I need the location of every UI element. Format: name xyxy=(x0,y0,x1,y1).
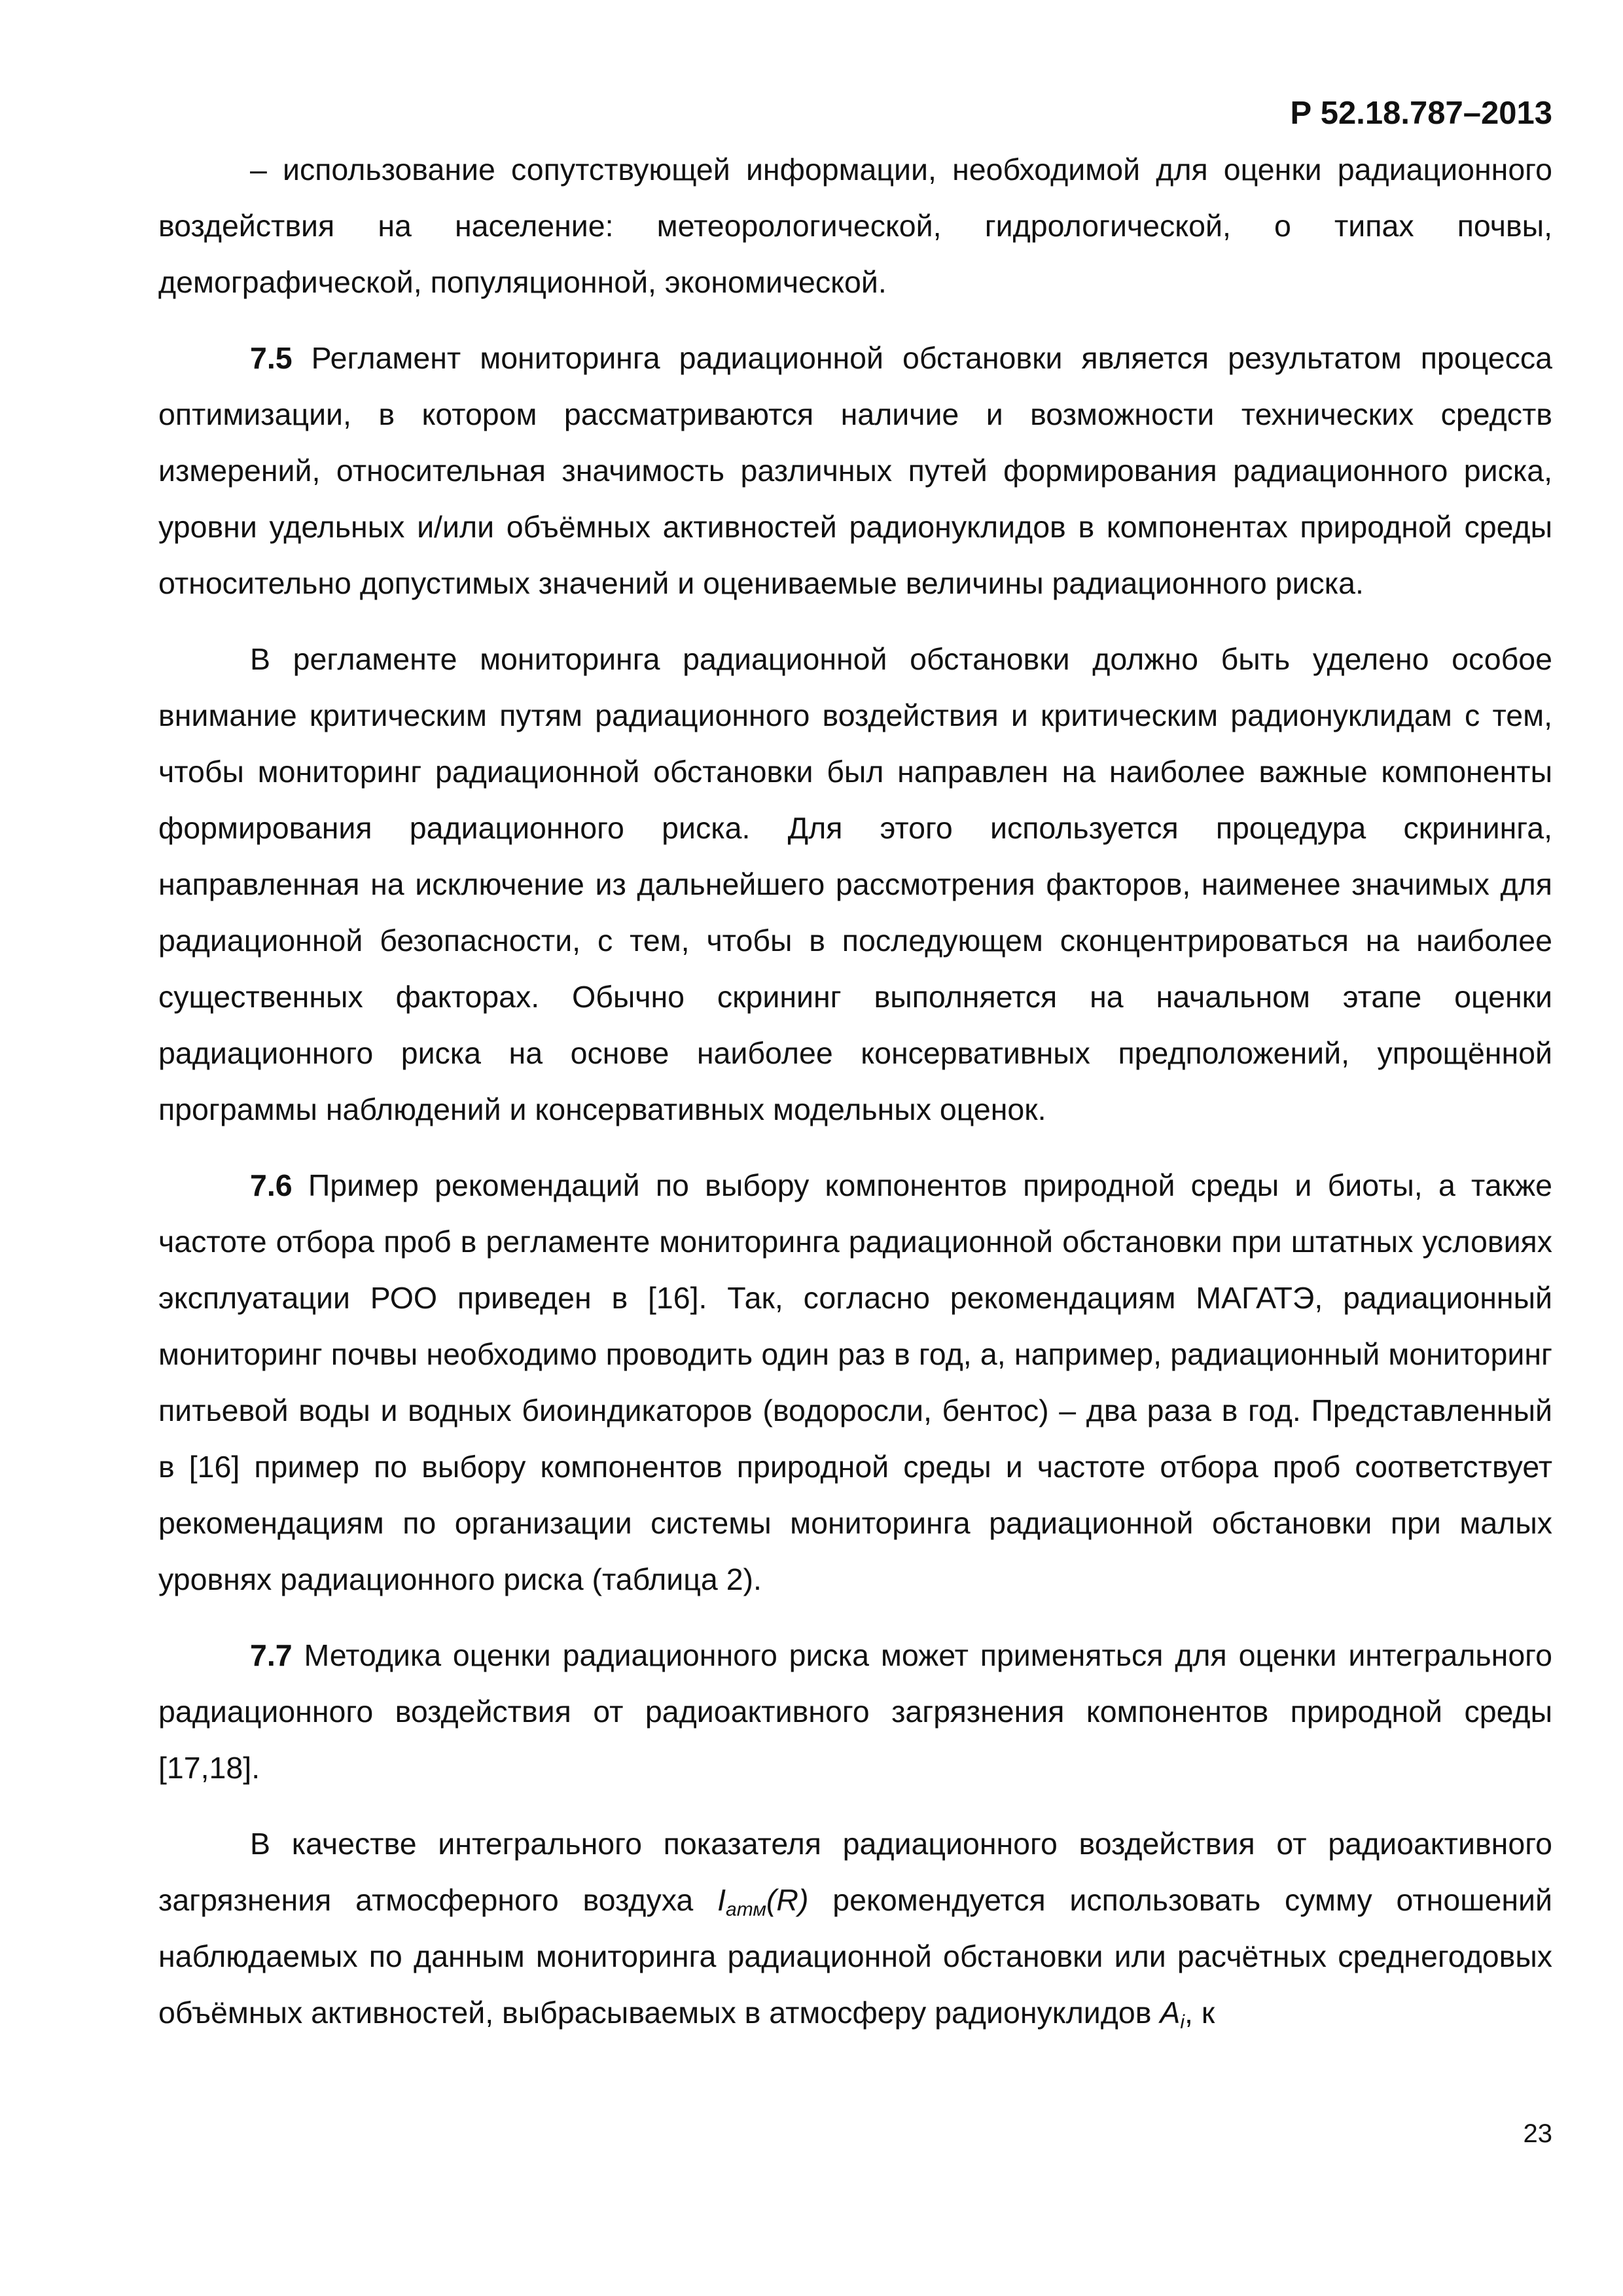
paragraph-text: Пример рекомендаций по выбору компонентов природной среды и биоты, а также частоте отбора проб в регламенте мониторинга радиационной обстановки при штатных условиях эксплуатации РОО приведен в [16]. Так, согласно рекомендациям МАГАТЭ, радиационный мониторинг почвы необходимо проводить один раз в год, а, например, радиационный мониторинг питьевой воды и водных биоиндикаторов (водоросли, бентос) – два раза в год. Представленный в [16] пример по выбору компонентов природной среды и частоте отбора проб соответствует рекомендациям по организации системы мониторинга радиационной обстановки при малых уровнях радиационного риска (таблица 2). xyxy=(158,1168,1552,1596)
paragraph-7-6 xyxy=(158,1157,1552,1607)
document-code: Р 52.18.787–2013 xyxy=(1290,96,1552,131)
clause-number: 7.5 xyxy=(250,341,293,375)
document-page xyxy=(158,85,1552,2041)
paragraph-7-5 xyxy=(158,330,1552,611)
paragraph-text: В регламенте мониторинга радиационной обстановки должно быть уделено особое внимание критическим путям радиационного воздействия и критическим радионуклидам с тем, чтобы мониторинг радиационной обстановки был направлен на наиболее важные компоненты формирования радиационного риска. Для этого используется процедура скрининга, направленная на исключение из дальнейшего рассмотрения факторов, наименее значимых для радиационной безопасности, с тем, чтобы в последующем сконцентрироваться на наиболее существенных факторах. Обычно скрининг выполняется на начальном этапе оценки радиационного риска на основе наиболее консервативных предположений, упрощённой программы наблюдений и консервативных модельных оценок. xyxy=(158,642,1552,1126)
paragraph-7-7 xyxy=(158,1627,1552,1796)
paragraph-text: , к xyxy=(1185,1996,1215,2030)
paragraph-screening xyxy=(158,631,1552,1138)
paragraph-text: рекомендуется использовать сумму отношений наблюдаемых по данным мониторинга радиационной обстановки или расчётных среднегодовых объёмных активностей, выбрасываемых в атмосферу радионуклидов xyxy=(158,1883,1552,2030)
formula-symbol-r: (R) xyxy=(766,1883,809,1917)
paragraph-list-item xyxy=(158,141,1552,310)
clause-number: 7.7 xyxy=(250,1638,293,1672)
formula-subscript-atm: атм xyxy=(726,1899,766,1920)
paragraph-text: В качестве интегрального показателя радиационного воздействия от радиоактивного загрязнения атмосферного воздуха xyxy=(158,1827,1552,1917)
formula-subscript-i: i xyxy=(1180,2011,1185,2033)
formula-symbol-a: A xyxy=(1160,1996,1181,2030)
paragraph-integral-indicator xyxy=(158,1816,1552,2041)
clause-number: 7.6 xyxy=(250,1168,293,1202)
page-number: 23 xyxy=(1523,2119,1552,2148)
paragraph-text: Регламент мониторинга радиационной обстановки является результатом процесса оптимизации, в котором рассматриваются наличие и возможности технических средств измерений, относительная значимость различных путей формирования радиационного риска, уровни удельных и/или объёмных активностей радионуклидов в компонентах природной среды относительно допустимых значений и оцениваемые величины радиационного риска. xyxy=(158,341,1552,600)
paragraph-text: Методика оценки радиационного риска может применяться для оценки интегрального радиационного воздействия от радиоактивного загрязнения компонентов природной среды [17,18]. xyxy=(158,1638,1552,1785)
formula-symbol-i: I xyxy=(717,1883,726,1917)
paragraph-text: ‒ использование сопутствующей информации, необходимой для оценки радиационного воздействия на население: метеорологической, гидрологической, о типах почвы, демографической, популяционной, экономической. xyxy=(158,152,1552,299)
